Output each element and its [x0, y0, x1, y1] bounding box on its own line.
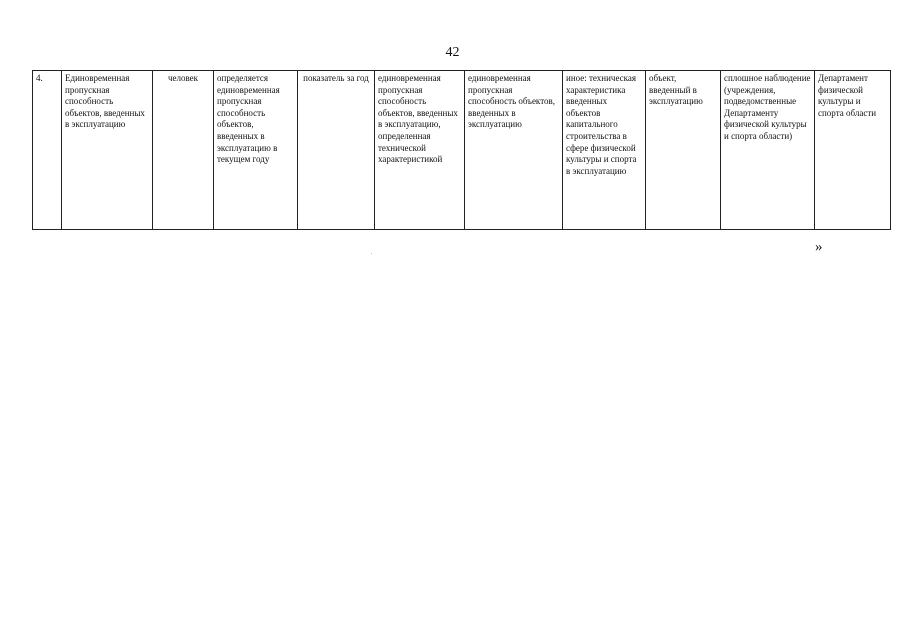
closing-quote-mark: »: [815, 239, 823, 255]
cell-formula-basis: единовременная пропускная способность объектов, введенных в эксплуатацию, определенная технической характеристикой: [375, 71, 465, 230]
cell-data-source: иное: техническая характеристика введенных объектов капитального строительства в сфере физической культуры и спорта в эксплуатацию: [563, 71, 646, 230]
page-number: 42: [445, 45, 460, 60]
table-row: [33, 71, 891, 230]
cell-unit: человек: [153, 71, 214, 230]
cell-definition: определяется единовременная пропускная способность объектов, введенных в эксплуатацию в текущем году: [214, 71, 298, 230]
cell-indicator-name: Единовременная пропускная способность объектов, введенных в эксплуатацию: [62, 71, 153, 230]
cell-base-indicators: единовременная пропускная способность объектов, введенных в эксплуатацию: [465, 71, 563, 230]
cell-object: объект, введенный в эксплуатацию: [646, 71, 721, 230]
scan-artifact-dot: [371, 253, 372, 254]
cell-period: показатель за год: [298, 71, 375, 230]
cell-number: 4.: [33, 71, 62, 230]
cell-responsible: Департамент физической культуры и спорта области: [815, 71, 891, 230]
indicator-table: [32, 70, 891, 230]
cell-collection-method: сплошное наблюдение (учреждения, подведомственные Департаменту физической культуры и спорта области): [721, 71, 815, 230]
